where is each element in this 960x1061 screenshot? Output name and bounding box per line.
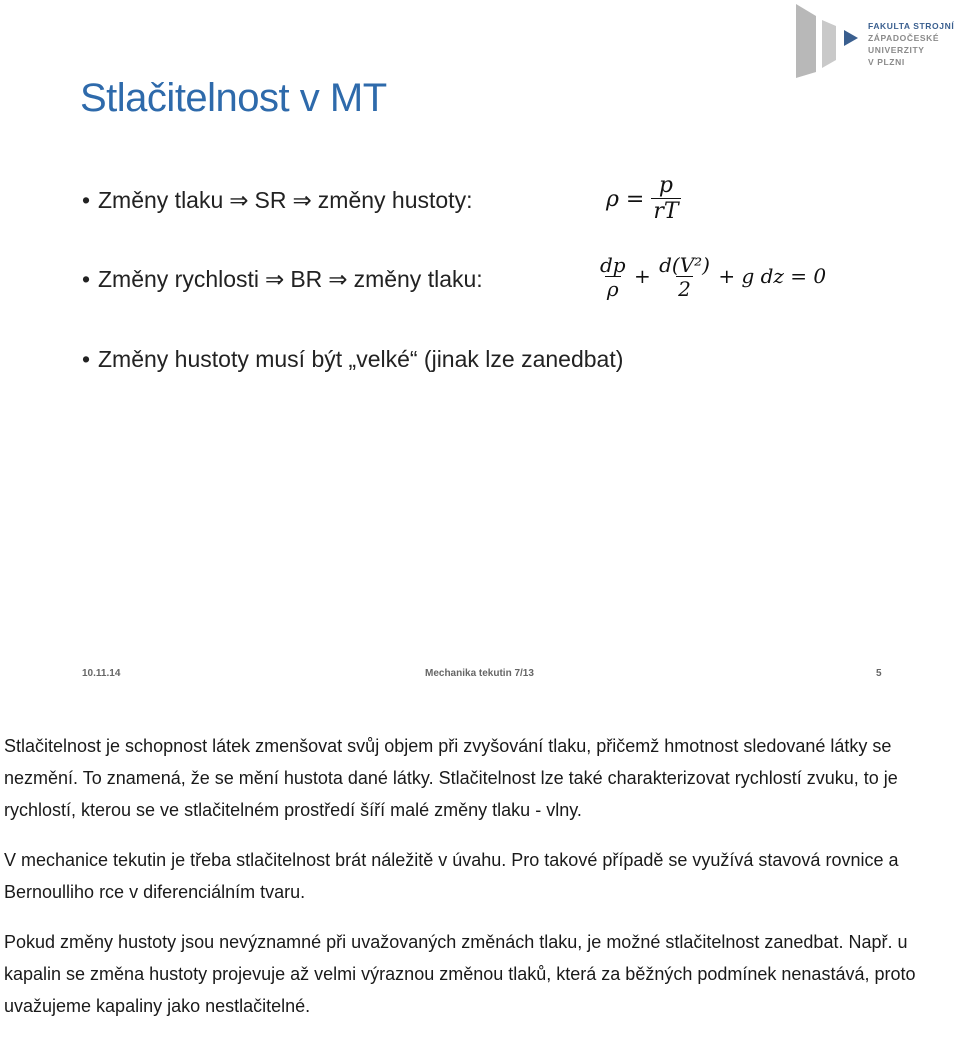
implies-arrow: ⇒ bbox=[265, 266, 285, 292]
logo-line: UNIVERZITY bbox=[868, 45, 925, 55]
formula-fraction bbox=[651, 174, 680, 226]
formula-lhs: ρ = bbox=[606, 186, 645, 212]
fraction-denominator: rT bbox=[653, 199, 679, 225]
formula-fraction bbox=[657, 254, 712, 301]
footer-page-number: 5 bbox=[876, 668, 882, 679]
bullet-text: SR bbox=[254, 187, 287, 213]
paragraph: V mechanice tekutin je třeba stlačitelnost brát náležitě v úvahu. Pro takové případě se využívá stavová rovnice a Bernoulliho rce v diferenciálním tvaru. bbox=[4, 850, 899, 902]
bullet-text: BR bbox=[290, 266, 323, 292]
formula-rest: + g dz = 0 bbox=[718, 264, 827, 288]
implies-arrow: ⇒ bbox=[292, 187, 312, 213]
bullet-pressure-change bbox=[82, 187, 472, 214]
equation-of-state bbox=[606, 174, 681, 226]
logo-line: ZÁPADOČESKÉ bbox=[868, 33, 940, 43]
bullet-dot: • bbox=[82, 266, 91, 292]
bullet-text: Změny hustoty musí být „velké“ (jinak lze zanedbat) bbox=[98, 346, 624, 372]
bullet-text: změny hustoty: bbox=[317, 187, 473, 213]
plus-sign: + bbox=[633, 264, 651, 288]
logo-text bbox=[868, 20, 954, 68]
implies-arrow: ⇒ bbox=[229, 187, 249, 213]
body-text bbox=[4, 730, 944, 1040]
fraction-numerator: p bbox=[658, 173, 674, 198]
footer-date: 10.11.14 bbox=[82, 668, 121, 679]
implies-arrow: ⇒ bbox=[328, 266, 348, 292]
logo-emblem-icon bbox=[792, 2, 864, 78]
bullet-text: Změny rychlosti bbox=[98, 266, 260, 292]
logo-line: FAKULTA STROJNÍ bbox=[868, 21, 955, 31]
slide-title: Stlačitelnost v MT bbox=[80, 76, 387, 120]
university-logo bbox=[792, 2, 960, 78]
paragraph: Pokud změny hustoty jsou nevýznamné při uvažovaných změnách tlaku, je možné stlačitelnost zanedbat. Např. u kapalin se změna hustoty projevuje až velmi výraznou změnou tlaků, která za běžných podmínek nenastává, proto uvažujeme kapaliny jako nestlačitelné. bbox=[4, 932, 916, 1016]
fraction-numerator: d(V²) bbox=[659, 253, 710, 277]
bernoulli-differential-equation bbox=[598, 254, 826, 301]
formula-fraction bbox=[598, 254, 628, 301]
fraction-denominator: 2 bbox=[678, 277, 691, 301]
bullet-dot: • bbox=[82, 187, 91, 213]
fraction-denominator: ρ bbox=[606, 277, 619, 301]
bullet-text: změny tlaku: bbox=[353, 266, 483, 292]
bullet-dot: • bbox=[82, 346, 91, 372]
logo-line: V PLZNI bbox=[868, 57, 905, 67]
fraction-numerator: dp bbox=[600, 253, 626, 277]
footer-course: Mechanika tekutin 7/13 bbox=[425, 668, 534, 679]
paragraph: Stlačitelnost je schopnost látek zmenšovat svůj objem při zvyšování tlaku, přičemž hmotnost sledované látky se nezmění. To znamená, že se mění hustota dané látky. Stlačitelnost lze také charakterizovat rychlostí zvuku, to je rychlostí, kterou se ve stlačitelném prostředí šíří malé změny tlaku - vlny. bbox=[4, 736, 898, 820]
bullet-text: Změny tlaku bbox=[98, 187, 224, 213]
bullet-density-change bbox=[82, 346, 623, 373]
bullet-velocity-change bbox=[82, 266, 483, 293]
